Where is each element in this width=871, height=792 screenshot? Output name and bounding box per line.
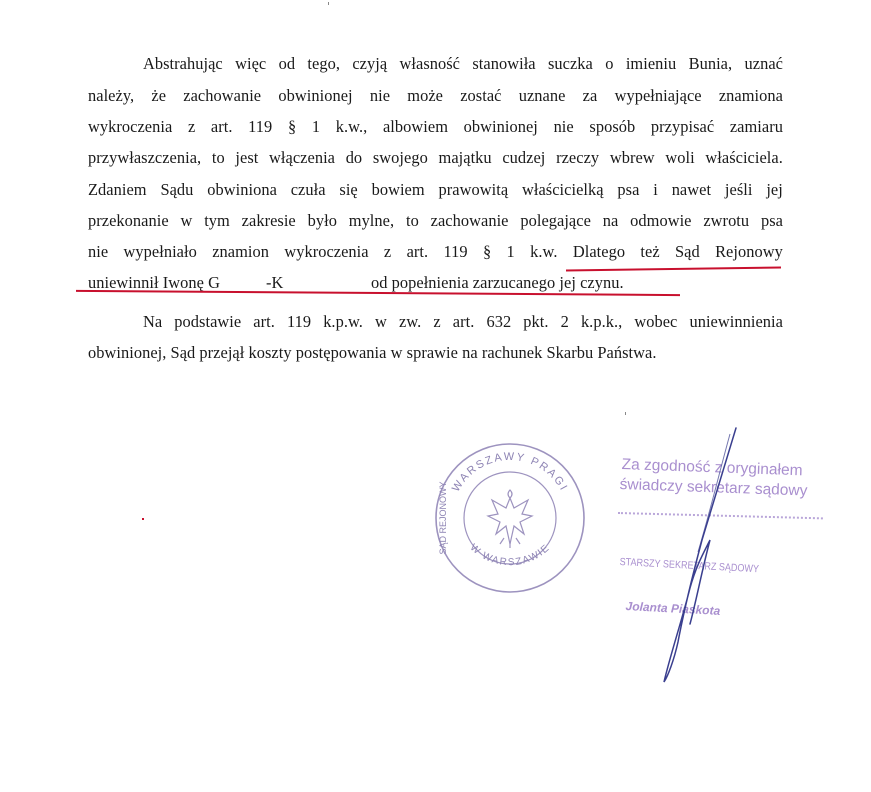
word: tym (204, 211, 230, 230)
word: wbrew (609, 148, 655, 167)
word: Bunia, (688, 54, 733, 73)
word: bowiem (371, 180, 425, 199)
word: stanowiła (472, 54, 536, 73)
body-line-5 (88, 180, 783, 200)
body-line-6 (88, 211, 783, 231)
word: cudzej (502, 148, 546, 167)
seal-ring-left: SĄD REJONOWY (438, 481, 448, 555)
word: sposób (589, 117, 636, 136)
word: uznane (518, 86, 566, 105)
word: 1 (506, 242, 515, 261)
word: czuła (290, 180, 326, 199)
word: zwrotu (703, 211, 750, 230)
word: Sąd (675, 242, 700, 261)
scan-mark (625, 412, 626, 415)
word: mylne, (348, 211, 395, 230)
word: czyją (352, 54, 388, 73)
word: 119 (286, 312, 312, 331)
word: nie (88, 242, 109, 261)
word: za (582, 86, 598, 105)
certification-line-2: świadczy sekretarz sądowy (619, 476, 808, 500)
word: zw. (399, 312, 422, 331)
word: przekonanie (88, 211, 169, 230)
word: Dlatego (572, 242, 626, 261)
word: nie (553, 117, 574, 136)
certification-line-1: Za zgodność z oryginałem (621, 456, 803, 480)
word: Na (143, 312, 163, 331)
word: 1 (311, 117, 321, 136)
word: art. (406, 242, 429, 261)
word: własność (399, 54, 461, 73)
word: uniewinnienia (689, 312, 783, 331)
word: obwinionej (278, 86, 353, 105)
word: odmowie (630, 211, 692, 230)
word: znamion (212, 242, 269, 261)
word: Sądu (160, 180, 194, 199)
word: § (482, 242, 492, 261)
word: w (180, 211, 193, 230)
word: do (345, 148, 363, 167)
word: k.w. (530, 242, 558, 261)
handwritten-signature (640, 420, 760, 690)
body-line-7 (88, 242, 783, 262)
word: właściciela. (705, 148, 783, 167)
word: swojego (372, 148, 428, 167)
certification-name: Jolanta Piaskota (625, 599, 721, 618)
word: od (278, 54, 296, 73)
word: więc (235, 54, 267, 73)
word: jest (235, 148, 259, 167)
word: to (405, 211, 419, 230)
word: polegające (520, 211, 591, 230)
word: obwinionej (463, 117, 538, 136)
word: zachowanie (183, 86, 262, 105)
red-dot-mark (142, 518, 144, 520)
word: wobec (634, 312, 678, 331)
eagle-emblem-icon (488, 490, 532, 548)
body-line-9 (143, 312, 783, 332)
word: suczka (547, 54, 593, 73)
word: jeśli (724, 180, 753, 199)
body-line-2 (88, 86, 783, 106)
word: art. (253, 312, 275, 331)
word: nawet (671, 180, 712, 199)
body-line-10: obwinionej, Sąd przejął koszty postępowania w sprawie na rachunek Skarbu Państwa. (88, 343, 657, 362)
word: k.p.k., (580, 312, 623, 331)
word: imieniu (625, 54, 677, 73)
word: włączenia (269, 148, 336, 167)
word: k.w., (335, 117, 368, 136)
word: było (307, 211, 337, 230)
court-seal (430, 438, 590, 598)
line8-part2: -K (266, 273, 284, 292)
word: się (339, 180, 358, 199)
word: przywłaszczenia, (88, 148, 202, 167)
word: z (383, 242, 392, 261)
word: § (287, 117, 297, 136)
line8-part1: uniewinnił Iwonę G (88, 273, 221, 292)
word: 632 (486, 312, 512, 331)
word: z (187, 117, 196, 136)
word: tego, (307, 54, 340, 73)
word: 119 (443, 242, 468, 261)
word: może (407, 86, 443, 105)
word: wykroczenia (284, 242, 369, 261)
word: zachowanie (430, 211, 509, 230)
body-line-4 (88, 148, 783, 168)
word: zamiaru (729, 117, 783, 136)
body-line-3 (88, 117, 783, 137)
word: pkt. (523, 312, 549, 331)
word: psa (761, 211, 783, 230)
word: wypełniało (123, 242, 197, 261)
word: albowiem (382, 117, 448, 136)
word: 2 (560, 312, 569, 331)
word: Abstrahując (143, 54, 223, 73)
word: przypisać (650, 117, 715, 136)
word: Zdaniem (88, 180, 147, 199)
seal-ring-top: WARSZAWY PRAGI (450, 450, 571, 494)
word: to (211, 148, 225, 167)
word: k.p.w. (323, 312, 363, 331)
word: 119 (248, 117, 273, 136)
word: należy, (88, 86, 135, 105)
word: obwiniona (207, 180, 277, 199)
word: wypełniające (614, 86, 702, 105)
word: o (605, 54, 614, 73)
word: zostać (460, 86, 502, 105)
word: znamiona (718, 86, 783, 105)
word: art. (452, 312, 475, 331)
word: rzeczy (556, 148, 600, 167)
scan-mark (328, 2, 329, 5)
word: właścicielką (521, 180, 604, 199)
word: w (375, 312, 387, 331)
word: że (151, 86, 167, 105)
line8-part3: od popełnienia zarzucanego jej czynu. (371, 273, 624, 292)
body-line-1 (143, 54, 783, 74)
word: uznać (744, 54, 783, 73)
word: i (653, 180, 658, 199)
word: podstawie (174, 312, 242, 331)
word: art. (210, 117, 233, 136)
red-underline-1 (566, 266, 781, 271)
word: też (640, 242, 660, 261)
word: wykroczenia (88, 117, 173, 136)
word: nie (369, 86, 391, 105)
seal-ring-bottom: W WARSZAWIE (467, 542, 553, 569)
word: Rejonowy (715, 242, 783, 261)
word: z (433, 312, 441, 331)
word: na (602, 211, 619, 230)
word: majątku (438, 148, 492, 167)
word: psa (617, 180, 640, 199)
word: woli (665, 148, 695, 167)
word: jej (766, 180, 783, 199)
word: prawowitą (438, 180, 509, 199)
certification-title: STARSZY SEKRETARZ SĄDOWY (619, 556, 760, 576)
word: zakresie (241, 211, 296, 230)
